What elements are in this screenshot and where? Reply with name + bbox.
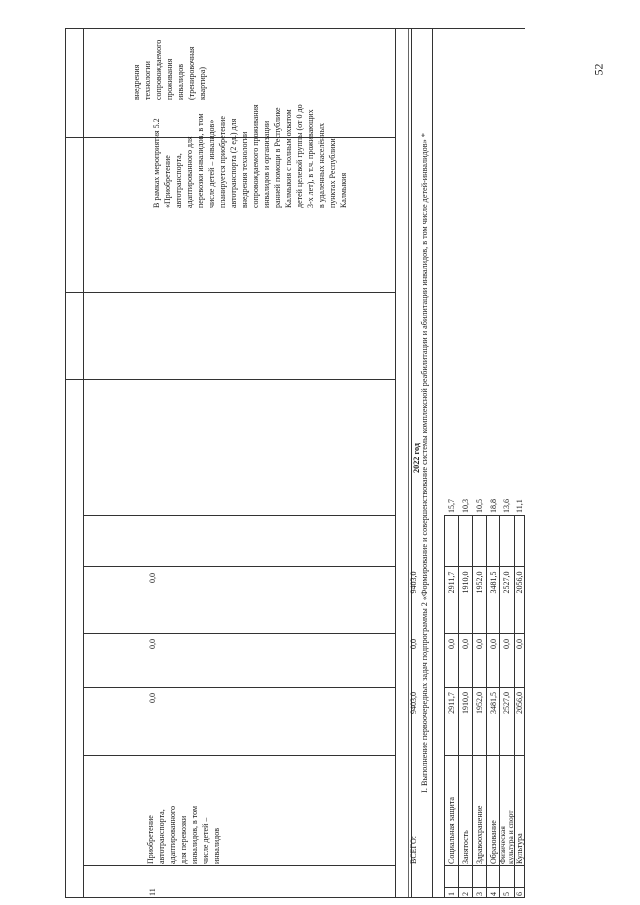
section-title: I. Выполнение первоочередных задач подпрограммы 2 «Формирование и совершенствование системы комплексной реабилитации и абилитации инвалидов, в том числе детей-инвалидов» * [420, 133, 429, 793]
row-value-4: 10,5 [475, 499, 484, 513]
grid-line [83, 515, 395, 516]
grid-line [444, 515, 525, 516]
row-name: Занятость [461, 830, 470, 864]
row-number: 6 [515, 892, 524, 896]
row-value-2: 0,0 [489, 639, 498, 649]
row-11-note: В рамках мероприятия 5.2 «Приобретение автотранспорта, адаптированного для перевозки инвалидов, в том числе детей – инвалидов» планируется приобретение автотранспорта (2 ед.) для внедрения технологии сопровождаемого проживания инвалидов и организации ранней помощи в Республике Калмыкия с полным охватом детей целевой группы (от 0 до 3-х лет), в т.ч. проживающих в удаленных населённых пунктах Республики Калмыкия [152, 104, 348, 208]
row-11-value-3: 0,0 [148, 573, 157, 583]
row-value-4: 18,8 [489, 499, 498, 513]
grid-line [65, 28, 66, 898]
row-value-4: 11,1 [515, 499, 524, 513]
grid-line [458, 516, 459, 898]
row-number: 4 [489, 892, 498, 896]
grid-line [432, 28, 433, 898]
row-value-2: 0,0 [515, 639, 524, 649]
row-value-1: 2527,0 [502, 692, 511, 714]
page-number: 52 [591, 63, 606, 76]
row-name: Физическая культура и спорт [498, 810, 515, 864]
row-number: 3 [475, 892, 484, 896]
row-value-1: 1910,0 [461, 692, 470, 714]
grid-line [408, 28, 409, 898]
row-value-4: 10,3 [461, 499, 470, 513]
total-value-3: 9403,0 [409, 571, 418, 594]
row-value-3: 1952,0 [475, 571, 484, 594]
row-number: 1 [447, 892, 456, 896]
row-value-4: 13,6 [502, 499, 511, 513]
total-label: ВСЕГО: [409, 836, 418, 864]
grid-line [83, 28, 84, 898]
grid-line [65, 379, 395, 380]
grid-line [83, 865, 395, 866]
row-value-1: 3481,5 [489, 692, 498, 714]
measure-text-top: внедрения технологии сопровождаемого проживания инвалидов (тренировочная квартира) [132, 39, 207, 100]
row-11-name: Приобретение автотранспорта, адаптированного для перевозки инвалидов, в том числе детей – инвалидов [146, 805, 221, 864]
row-name: Социальная защита [447, 797, 456, 864]
row-value-2: 0,0 [461, 639, 470, 649]
grid-line [83, 897, 395, 898]
row-value-2: 0,0 [447, 639, 456, 649]
row-value-2: 0,0 [502, 639, 511, 649]
row-11-value-1: 0,0 [148, 693, 157, 703]
row-11-value-2: 0,0 [148, 639, 157, 649]
row-value-1: 2911,7 [447, 692, 456, 714]
grid-line [395, 28, 396, 898]
grid-line [444, 865, 525, 866]
year-header: 2022 год [412, 443, 421, 473]
row-11-number: 11 [148, 888, 157, 896]
row-number: 5 [502, 892, 511, 896]
grid-line [83, 633, 395, 634]
row-value-2: 0,0 [475, 639, 484, 649]
row-value-3: 2911,7 [447, 571, 456, 594]
grid-line [65, 292, 395, 293]
row-value-1: 1952,0 [475, 692, 484, 714]
grid-line [472, 516, 473, 898]
row-name: Образование [489, 820, 498, 864]
row-value-3: 1910,0 [461, 571, 470, 594]
grid-line [486, 516, 487, 898]
grid-line [444, 516, 445, 898]
total-value-2: 0,0 [409, 639, 418, 649]
grid-line [83, 755, 395, 756]
row-value-4: 15,7 [447, 499, 456, 513]
rotated-table [65, 28, 525, 898]
row-number: 2 [461, 892, 470, 896]
row-value-3: 2056,0 [515, 571, 524, 594]
row-name: Здравоохранение [475, 805, 484, 864]
row-value-3: 2527,0 [502, 571, 511, 594]
grid-line [83, 566, 395, 567]
total-value-1: 9403,0 [409, 692, 418, 714]
grid-line [83, 687, 395, 688]
row-value-3: 3481,5 [489, 571, 498, 594]
row-name: Культура [515, 833, 524, 864]
row-value-1: 2056,0 [515, 692, 524, 714]
